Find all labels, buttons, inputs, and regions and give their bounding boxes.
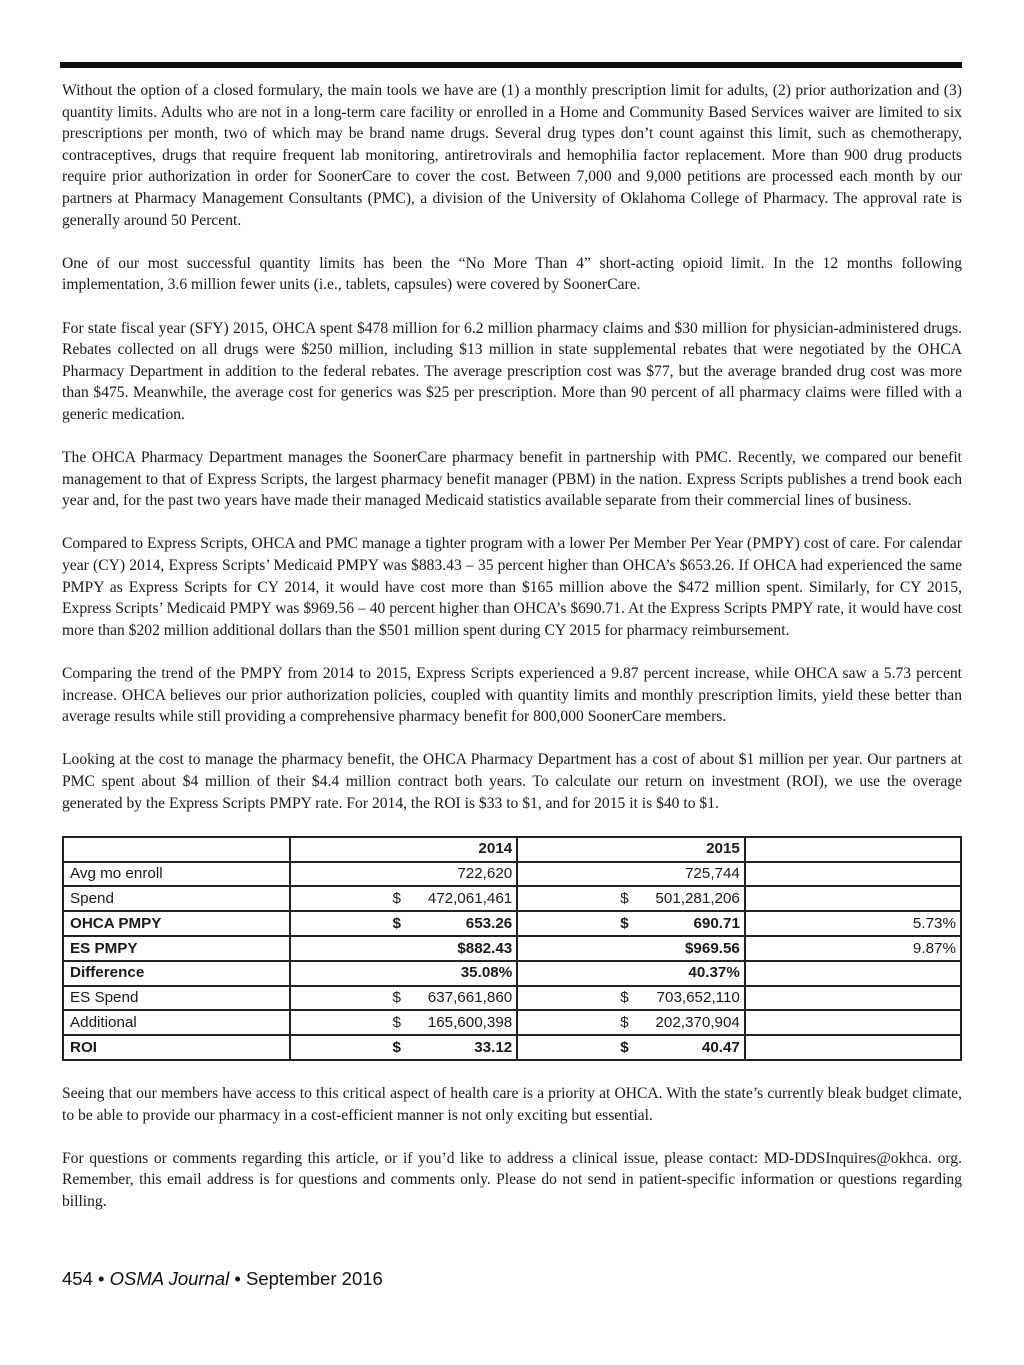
table-row (63, 862, 961, 887)
value-cell-2014 (290, 986, 518, 1011)
value-cell-2015 (517, 986, 745, 1011)
currency-symbol (524, 962, 620, 984)
currency-symbol: $ (392, 1013, 401, 1031)
cell-value: 501,281,206 (655, 889, 740, 907)
value-cell-2014 (290, 886, 518, 911)
cell-value: 653.26 (465, 914, 513, 932)
page-number: 454 (62, 1268, 93, 1289)
value-cell-2015 (517, 961, 745, 986)
cell-value: $882.43 (457, 939, 513, 957)
trend-percent (745, 961, 961, 986)
cell-value: 637,661,860 (427, 989, 513, 1007)
currency-symbol: $ (620, 1038, 629, 1056)
table-row (63, 1035, 961, 1060)
value-cell-2014 (290, 1010, 518, 1035)
table-row (63, 961, 961, 986)
contact-paragraph: For questions or comments regarding this article, or if you’d like to address a clinical issue, please contact: MD-DDSInquires@okhca. org. Remember, this email address is for questions and comments only. Please do not send in patient-specific information or questions regarding billing. (62, 1149, 962, 1210)
table-row (63, 911, 961, 936)
row-label: OHCA PMPY (63, 911, 290, 936)
value-cell-2015 (517, 936, 745, 961)
value-cell-2015 (517, 1035, 745, 1060)
value-cell-2014 (290, 862, 518, 887)
currency-symbol: $ (392, 989, 401, 1007)
page-footer (62, 1268, 383, 1290)
currency-symbol: $ (620, 989, 629, 1007)
cell-value: 33.12 (474, 1038, 513, 1056)
header-cell-2014: 2014 (290, 837, 518, 862)
header-cell-2015: 2015 (517, 837, 745, 862)
cell-value: 202,370,904 (655, 1013, 740, 1031)
closing-paragraph: Seeing that our members have access to this critical aspect of health care is a priority at OHCA. With the state’s currently bleak budget climate, to be able to provide our pharmacy in a cost-efficient manner is not only exciting but essential. (62, 1084, 962, 1124)
currency-symbol: $ (620, 889, 629, 907)
table-row (63, 936, 961, 961)
value-cell-2015 (517, 1010, 745, 1035)
currency-symbol: $ (392, 889, 401, 907)
header-cell (63, 837, 290, 862)
cell-value: $969.56 (684, 939, 740, 957)
cell-value: 690.71 (693, 914, 740, 932)
top-rule (60, 62, 962, 68)
currency-symbol: $ (620, 1013, 629, 1031)
cell-value: 165,600,398 (427, 1013, 513, 1031)
table-row (63, 886, 961, 911)
row-label: ES Spend (63, 986, 290, 1011)
pmpy-comparison-table (62, 836, 962, 1061)
paragraph: Comparing the trend of the PMPY from 2014 to 2015, Express Scripts experienced a 9.87 percent increase, while OHCA saw a 5.73 percent increase. OHCA believes our prior authorization policies, coupled with quantity limits and monthly prescription limits, yield these better than average results while still providing a comprehensive pharmacy benefit for 800,000 SoonerCare members. (62, 665, 962, 726)
paragraph: Without the option of a closed formulary, the main tools we have are (1) a monthly prescription limit for adults, (2) prior authorization and (3) quantity limits. Adults who are not in a long-term care facility or enrolled in a Home and Community Based Services waiver are limited to six prescriptions per month, two of which may be brand name drugs. Several drug types don’t count against this limit, such as chemotherapy, contraceptives, drugs that require frequent lab monitoring, antiretrovirals and hemophilia factor replacement. More than 900 drug products require prior authorization in order for SoonerCare to cover the cost. Between 7,000 and 9,000 petitions are processed each month by our partners at Pharmacy Management Consultants (PMC), a division of the University of Oklahoma College of Pharmacy. The approval rate is generally around 50 Percent. (62, 82, 962, 229)
paragraph: For state fiscal year (SFY) 2015, OHCA spent $478 million for 6.2 million pharmacy claims and $30 million for physician-administered drugs. Rebates collected on all drugs were $250 million, including $13 million in state supplemental rebates that were negotiated by the OHCA Pharmacy Department in addition to the federal rebates. The average prescription cost was $77, but the average branded drug cost was more than $475. Meanwhile, the average cost for generics was $25 per prescription. More than 90 percent of all pharmacy claims were filled with a generic medication. (62, 319, 962, 423)
currency-symbol: $ (620, 914, 629, 932)
trend-percent (745, 862, 961, 887)
cell-value: 40.47 (701, 1038, 740, 1056)
value-cell-2015 (517, 886, 745, 911)
row-label: Difference (63, 961, 290, 986)
row-label: Additional (63, 1010, 290, 1035)
separator: • (92, 1268, 110, 1289)
row-label: ES PMPY (63, 936, 290, 961)
table-header-row (63, 837, 961, 862)
cell-value: 722,620 (457, 865, 513, 883)
currency-symbol: $ (392, 1038, 401, 1056)
paragraph: One of our most successful quantity limits has been the “No More Than 4” short-acting opioid limit. In the 12 months following implementation, 3.6 million fewer units (i.e., tablets, capsules) were covered by SoonerCare. (62, 254, 962, 294)
journal-name: OSMA Journal (109, 1268, 230, 1289)
value-cell-2014 (290, 1035, 518, 1060)
header-cell (745, 837, 961, 862)
row-label: Spend (63, 886, 290, 911)
cell-value: 725,744 (684, 865, 740, 883)
trend-percent (745, 886, 961, 911)
paragraph: Compared to Express Scripts, OHCA and PMC manage a tighter program with a lower Per Member Per Year (PMPY) cost of care. For calendar year (CY) 2014, Express Scripts’ Medicaid PMPY was $883.43 – 35 percent higher than OHCA’s $653.26. If OHCA had experienced the same PMPY as Express Scripts for CY 2014, it would have cost more than $165 million above the $472 million spent. Similarly, for CY 2015, Express Scripts’ Medicaid PMPY was $969.56 – 40 percent higher than OHCA’s $690.71. At the Express Scripts PMPY rate, it would have cost more than $202 million additional dollars than the $501 million spent during CY 2015 for pharmacy reimbursement. (62, 535, 962, 639)
trend-percent: 5.73% (745, 911, 961, 936)
trend-percent: 9.87% (745, 936, 961, 961)
currency-symbol (524, 863, 620, 885)
cell-value: 472,061,461 (427, 889, 513, 907)
value-cell-2014 (290, 961, 518, 986)
trend-percent (745, 1010, 961, 1035)
cell-value: 35.08% (460, 964, 513, 982)
value-cell-2015 (517, 862, 745, 887)
paragraph: The OHCA Pharmacy Department manages the SoonerCare pharmacy benefit in partnership with PMC. Recently, we compared our benefit management to that of Express Scripts, the largest pharmacy benefit manager (PBM) in the nation. Express Scripts publishes a trend book each year and, for the past two years have made their managed Medicaid statistics available separate from their commercial lines of business. (62, 449, 962, 510)
issue-date: September 2016 (246, 1268, 383, 1289)
currency-symbol (297, 962, 393, 984)
cell-value: 40.37% (688, 964, 740, 982)
article-body (62, 80, 962, 1234)
row-label: ROI (63, 1035, 290, 1060)
value-cell-2014 (290, 936, 518, 961)
currency-symbol: $ (392, 914, 401, 932)
currency-symbol (524, 938, 620, 960)
cell-value: 703,652,110 (656, 989, 740, 1007)
trend-percent (745, 1035, 961, 1060)
currency-symbol (297, 938, 393, 960)
table-row (63, 986, 961, 1011)
currency-symbol (297, 863, 393, 885)
value-cell-2015 (517, 911, 745, 936)
row-label: Avg mo enroll (63, 862, 290, 887)
trend-percent (745, 986, 961, 1011)
table-row (63, 1010, 961, 1035)
paragraph: Looking at the cost to manage the pharmacy benefit, the OHCA Pharmacy Department has a cost of about $1 million per year. Our partners at PMC spent about $4 million of their $4.4 million contract both years. To calculate our return on investment (ROI), we use the overage generated by the Express Scripts PMPY rate. For 2014, the ROI is $33 to $1, and for 2015 it is $40 to $1. (62, 751, 962, 812)
value-cell-2014 (290, 911, 518, 936)
separator: • (229, 1268, 247, 1289)
